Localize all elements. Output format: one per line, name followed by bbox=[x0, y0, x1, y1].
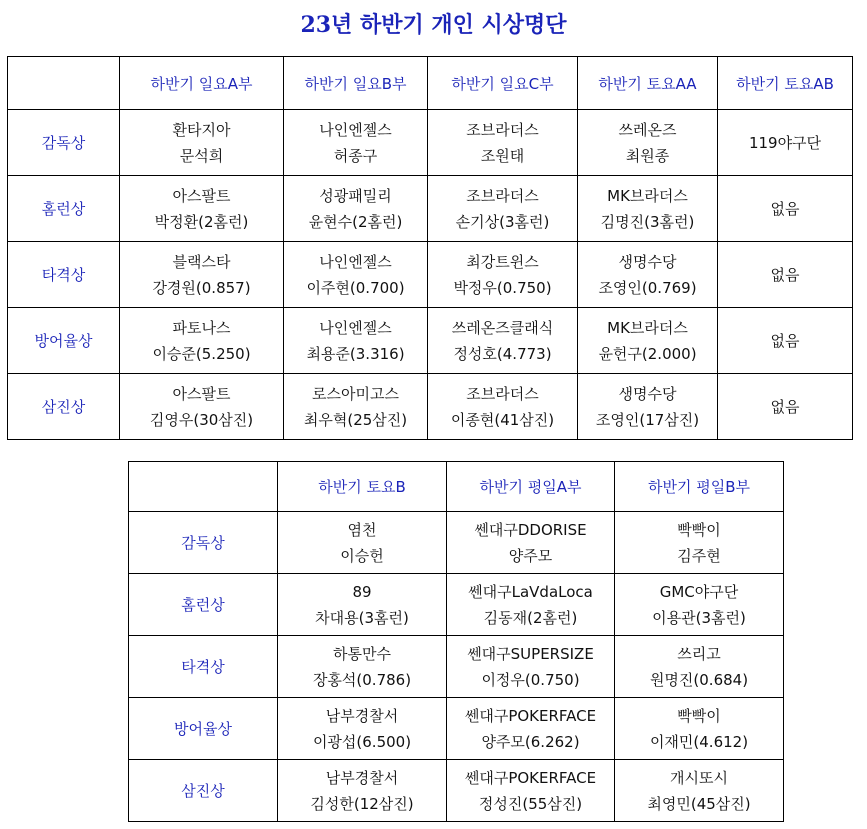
team-name: 빡빡이 bbox=[677, 520, 721, 539]
column-header: 하반기 일요A부 bbox=[120, 57, 284, 110]
award-cell bbox=[578, 110, 718, 176]
award-label: 홈런상 bbox=[129, 574, 278, 636]
award-label: 방어율상 bbox=[129, 698, 278, 760]
team-name: 조브라더스 bbox=[466, 186, 539, 205]
award-cell bbox=[428, 242, 578, 308]
award-cell bbox=[120, 308, 284, 374]
team-name: 블랙스타 bbox=[172, 252, 231, 271]
award-cell bbox=[718, 374, 853, 440]
winner-name: 조영인(17삼진) bbox=[595, 410, 700, 429]
award-label: 삼진상 bbox=[8, 374, 120, 440]
winner-name: 윤헌구(2.000) bbox=[598, 344, 697, 363]
team-name: 하통만수 bbox=[333, 644, 391, 663]
award-cell bbox=[578, 242, 718, 308]
team-name: 쎈대구LaVdaLoca bbox=[468, 582, 593, 601]
column-header: 하반기 토요B bbox=[278, 462, 447, 512]
award-label: 감독상 bbox=[129, 512, 278, 574]
awards-table-1 bbox=[7, 56, 853, 440]
table-row bbox=[8, 242, 853, 308]
winner-name: 양주모 bbox=[508, 546, 553, 565]
winner-name: 강경원(0.857) bbox=[152, 278, 251, 297]
table-row bbox=[129, 760, 784, 822]
award-cell bbox=[278, 636, 447, 698]
team-name: 개시또시 bbox=[670, 768, 728, 787]
award-cell bbox=[278, 512, 447, 574]
award-cell bbox=[278, 760, 447, 822]
winner-name: 김성한(12삼진) bbox=[310, 794, 414, 813]
table-row bbox=[8, 176, 853, 242]
table-row bbox=[129, 512, 784, 574]
award-cell bbox=[615, 636, 784, 698]
team-name: 생명수당 bbox=[618, 384, 677, 403]
winner-name: 이재민(4.612) bbox=[649, 732, 749, 751]
winner-name: 정성호(4.773) bbox=[453, 344, 552, 363]
winner-name: 최원종 bbox=[625, 146, 670, 165]
corner-cell bbox=[8, 57, 120, 110]
table-row bbox=[129, 574, 784, 636]
award-cell bbox=[447, 636, 615, 698]
team-name: 나인엔젤스 bbox=[319, 318, 392, 337]
column-header: 하반기 일요C부 bbox=[428, 57, 578, 110]
winner-name: 이승준(5.250) bbox=[152, 344, 251, 363]
winner-name: 최영민(45삼진) bbox=[647, 794, 751, 813]
winner-name: 박정환(2홈런) bbox=[154, 212, 249, 231]
cell-text: 없음 bbox=[770, 397, 800, 416]
team-name: 쓰리고 bbox=[677, 644, 721, 663]
award-cell bbox=[718, 308, 853, 374]
winner-name: 윤현수(2홈런) bbox=[308, 212, 403, 231]
award-cell bbox=[447, 574, 615, 636]
cell-text: 119야구단 bbox=[748, 133, 822, 152]
team-name: 나인엔젤스 bbox=[319, 252, 392, 271]
team-name: 생명수당 bbox=[618, 252, 677, 271]
winner-name: 최용준(3.316) bbox=[306, 344, 405, 363]
team-name: 쓰레온즈클래식 bbox=[451, 318, 554, 337]
column-header: 하반기 평일B부 bbox=[615, 462, 784, 512]
team-name: 성광패밀리 bbox=[319, 186, 392, 205]
award-label: 삼진상 bbox=[129, 760, 278, 822]
column-header: 하반기 토요AB bbox=[718, 57, 853, 110]
winner-name: 장홍석(0.786) bbox=[312, 670, 412, 689]
team-name: 빡빡이 bbox=[677, 706, 721, 725]
winner-name: 김명진(3홈런) bbox=[600, 212, 695, 231]
winner-name: 김동재(2홈런) bbox=[483, 608, 578, 627]
team-name: 쎈대구SUPERSIZE bbox=[467, 644, 594, 663]
team-name: 환타지아 bbox=[172, 120, 231, 139]
award-cell bbox=[428, 176, 578, 242]
awards-table-2 bbox=[128, 461, 784, 822]
table-row bbox=[8, 110, 853, 176]
award-cell bbox=[120, 242, 284, 308]
award-cell bbox=[284, 308, 428, 374]
award-cell bbox=[120, 374, 284, 440]
winner-name: 허종구 bbox=[333, 146, 378, 165]
award-cell bbox=[428, 308, 578, 374]
winner-name: 박정우(0.750) bbox=[453, 278, 552, 297]
award-cell bbox=[447, 760, 615, 822]
winner-name: 양주모(6.262) bbox=[481, 732, 580, 751]
team-name: GMC야구단 bbox=[659, 582, 739, 601]
award-cell bbox=[615, 698, 784, 760]
winner-name: 이광섭(6.500) bbox=[312, 732, 412, 751]
award-label: 감독상 bbox=[8, 110, 120, 176]
team-name: MK브라더스 bbox=[607, 318, 688, 337]
winner-name: 조영인(0.769) bbox=[598, 278, 697, 297]
team-name: 조브라더스 bbox=[466, 120, 539, 139]
team-name: 아스팔트 bbox=[172, 384, 231, 403]
team-name: 나인엔젤스 bbox=[319, 120, 392, 139]
award-cell bbox=[278, 698, 447, 760]
team-name: 쎈대구POKERFACE bbox=[464, 768, 597, 787]
winner-name: 손기상(3홈런) bbox=[455, 212, 550, 231]
award-cell bbox=[447, 512, 615, 574]
winner-name: 조원태 bbox=[480, 146, 525, 165]
team-name: 남부경찰서 bbox=[325, 768, 399, 787]
team-name: 조브라더스 bbox=[466, 384, 539, 403]
award-cell bbox=[578, 308, 718, 374]
award-cell bbox=[578, 176, 718, 242]
award-label: 타격상 bbox=[8, 242, 120, 308]
award-label: 방어율상 bbox=[8, 308, 120, 374]
column-header: 하반기 일요B부 bbox=[284, 57, 428, 110]
award-cell bbox=[615, 574, 784, 636]
table-row bbox=[129, 636, 784, 698]
winner-name: 원명진(0.684) bbox=[649, 670, 749, 689]
team-name: 아스팔트 bbox=[172, 186, 231, 205]
winner-name: 이정우(0.750) bbox=[481, 670, 580, 689]
winner-name: 이승헌 bbox=[340, 546, 384, 565]
winner-name: 이용관(3홈런) bbox=[652, 608, 746, 627]
team-name: 쎈대구POKERFACE bbox=[464, 706, 597, 725]
winner-name: 김주현 bbox=[677, 546, 721, 565]
team-name: 쓰레온즈 bbox=[618, 120, 677, 139]
award-cell bbox=[278, 574, 447, 636]
award-cell bbox=[120, 176, 284, 242]
team-name: 남부경찰서 bbox=[325, 706, 399, 725]
winner-name: 차대용(3홈런) bbox=[315, 608, 409, 627]
award-cell bbox=[120, 110, 284, 176]
cell-text: 없음 bbox=[770, 199, 800, 218]
cell-text: 없음 bbox=[770, 265, 800, 284]
award-cell bbox=[615, 512, 784, 574]
team-name: MK브라더스 bbox=[607, 186, 688, 205]
award-cell bbox=[718, 242, 853, 308]
table-row bbox=[8, 374, 853, 440]
award-cell bbox=[284, 176, 428, 242]
team-name: 89 bbox=[352, 582, 372, 601]
award-cell bbox=[284, 110, 428, 176]
award-cell bbox=[284, 374, 428, 440]
award-cell bbox=[718, 110, 853, 176]
winner-name: 정성진(55삼진) bbox=[478, 794, 583, 813]
cell-text: 없음 bbox=[770, 331, 800, 350]
table-row bbox=[8, 308, 853, 374]
winner-name: 이주현(0.700) bbox=[306, 278, 405, 297]
award-cell bbox=[718, 176, 853, 242]
award-cell bbox=[447, 698, 615, 760]
award-cell bbox=[615, 760, 784, 822]
team-name: 최강트윈스 bbox=[466, 252, 539, 271]
award-label: 타격상 bbox=[129, 636, 278, 698]
award-cell bbox=[578, 374, 718, 440]
team-name: 쎈대구DDORISE bbox=[474, 520, 587, 539]
award-cell bbox=[428, 110, 578, 176]
winner-name: 문석희 bbox=[179, 146, 224, 165]
winner-name: 김영우(30삼진) bbox=[149, 410, 254, 429]
award-label: 홈런상 bbox=[8, 176, 120, 242]
team-name: 파토나스 bbox=[172, 318, 231, 337]
award-cell bbox=[428, 374, 578, 440]
team-name: 로스아미고스 bbox=[312, 384, 399, 403]
column-header: 하반기 평일A부 bbox=[447, 462, 615, 512]
corner-cell bbox=[129, 462, 278, 512]
award-cell bbox=[284, 242, 428, 308]
table-row bbox=[129, 698, 784, 760]
column-header: 하반기 토요AA bbox=[578, 57, 718, 110]
page-title: 23년 하반기 개인 시상명단 bbox=[300, 12, 567, 38]
winner-name: 이종현(41삼진) bbox=[450, 410, 555, 429]
winner-name: 최우혁(25삼진) bbox=[303, 410, 408, 429]
team-name: 염천 bbox=[347, 520, 377, 539]
